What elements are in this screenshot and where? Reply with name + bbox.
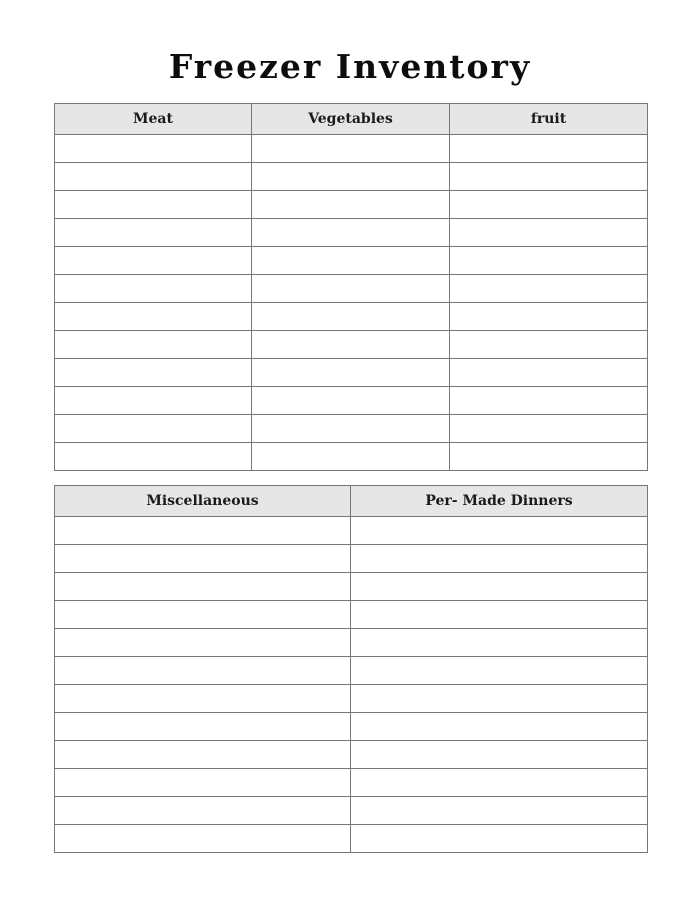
blank-entry-cell[interactable]	[450, 359, 648, 387]
bottom-inventory-table	[54, 485, 648, 853]
blank-entry-cell[interactable]	[252, 275, 450, 303]
blank-entry-cell[interactable]	[351, 741, 648, 769]
blank-entry-cell[interactable]	[55, 275, 252, 303]
table-row	[55, 545, 648, 573]
blank-entry-cell[interactable]	[55, 545, 351, 573]
blank-entry-cell[interactable]	[450, 387, 648, 415]
blank-entry-cell[interactable]	[450, 415, 648, 443]
blank-entry-cell[interactable]	[55, 331, 252, 359]
blank-entry-cell[interactable]	[351, 629, 648, 657]
table-row	[55, 359, 648, 387]
blank-entry-cell[interactable]	[450, 331, 648, 359]
table-row	[55, 163, 648, 191]
blank-entry-cell[interactable]	[351, 545, 648, 573]
blank-entry-cell[interactable]	[450, 191, 648, 219]
blank-entry-cell[interactable]	[55, 247, 252, 275]
blank-entry-cell[interactable]	[450, 219, 648, 247]
blank-entry-cell[interactable]	[55, 685, 351, 713]
top-table-body	[55, 135, 648, 471]
blank-entry-cell[interactable]	[55, 191, 252, 219]
blank-entry-cell[interactable]	[351, 657, 648, 685]
table-row	[55, 191, 648, 219]
table-row	[55, 415, 648, 443]
blank-entry-cell[interactable]	[351, 601, 648, 629]
table-row	[55, 275, 648, 303]
blank-entry-cell[interactable]	[55, 713, 351, 741]
bottom-table-header-row	[55, 486, 648, 517]
table-row	[55, 769, 648, 797]
blank-entry-cell[interactable]	[55, 135, 252, 163]
blank-entry-cell[interactable]	[55, 769, 351, 797]
blank-entry-cell[interactable]	[351, 825, 648, 853]
blank-entry-cell[interactable]	[450, 443, 648, 471]
table-row	[55, 629, 648, 657]
blank-entry-cell[interactable]	[252, 331, 450, 359]
table-row	[55, 601, 648, 629]
table-row	[55, 573, 648, 601]
blank-entry-cell[interactable]	[55, 387, 252, 415]
blank-entry-cell[interactable]	[252, 219, 450, 247]
blank-entry-cell[interactable]	[55, 517, 351, 545]
table-row	[55, 387, 648, 415]
blank-entry-cell[interactable]	[351, 573, 648, 601]
table-row	[55, 713, 648, 741]
table-row	[55, 135, 648, 163]
table-row	[55, 517, 648, 545]
blank-entry-cell[interactable]	[55, 741, 351, 769]
blank-entry-cell[interactable]	[351, 713, 648, 741]
table-row	[55, 331, 648, 359]
blank-entry-cell[interactable]	[450, 275, 648, 303]
blank-entry-cell[interactable]	[55, 825, 351, 853]
table-row	[55, 685, 648, 713]
column-header-fruit: fruit	[450, 104, 648, 135]
blank-entry-cell[interactable]	[55, 601, 351, 629]
blank-entry-cell[interactable]	[55, 219, 252, 247]
blank-entry-cell[interactable]	[450, 135, 648, 163]
blank-entry-cell[interactable]	[252, 135, 450, 163]
table-row	[55, 797, 648, 825]
table-row	[55, 825, 648, 853]
blank-entry-cell[interactable]	[55, 443, 252, 471]
blank-entry-cell[interactable]	[55, 359, 252, 387]
blank-entry-cell[interactable]	[55, 797, 351, 825]
blank-entry-cell[interactable]	[252, 247, 450, 275]
blank-entry-cell[interactable]	[55, 303, 252, 331]
blank-entry-cell[interactable]	[450, 303, 648, 331]
blank-entry-cell[interactable]	[55, 163, 252, 191]
table-row	[55, 443, 648, 471]
blank-entry-cell[interactable]	[55, 657, 351, 685]
bottom-table-body	[55, 517, 648, 853]
blank-entry-cell[interactable]	[351, 685, 648, 713]
column-header-vegetables: Vegetables	[252, 104, 450, 135]
blank-entry-cell[interactable]	[351, 517, 648, 545]
blank-entry-cell[interactable]	[252, 415, 450, 443]
blank-entry-cell[interactable]	[252, 191, 450, 219]
blank-entry-cell[interactable]	[55, 629, 351, 657]
page-title: Freezer Inventory	[168, 47, 532, 86]
table-row	[55, 219, 648, 247]
table-row	[55, 303, 648, 331]
column-header-pre-made-dinners: Per- Made Dinners	[351, 486, 648, 517]
blank-entry-cell[interactable]	[55, 573, 351, 601]
table-row	[55, 247, 648, 275]
blank-entry-cell[interactable]	[55, 415, 252, 443]
top-inventory-table	[54, 103, 648, 471]
blank-entry-cell[interactable]	[252, 359, 450, 387]
blank-entry-cell[interactable]	[252, 387, 450, 415]
blank-entry-cell[interactable]	[252, 443, 450, 471]
table-row	[55, 657, 648, 685]
blank-entry-cell[interactable]	[450, 163, 648, 191]
blank-entry-cell[interactable]	[252, 303, 450, 331]
column-header-meat: Meat	[55, 104, 252, 135]
blank-entry-cell[interactable]	[252, 163, 450, 191]
table-row	[55, 741, 648, 769]
top-table-header-row	[55, 104, 648, 135]
column-header-miscellaneous: Miscellaneous	[55, 486, 351, 517]
blank-entry-cell[interactable]	[450, 247, 648, 275]
blank-entry-cell[interactable]	[351, 797, 648, 825]
blank-entry-cell[interactable]	[351, 769, 648, 797]
